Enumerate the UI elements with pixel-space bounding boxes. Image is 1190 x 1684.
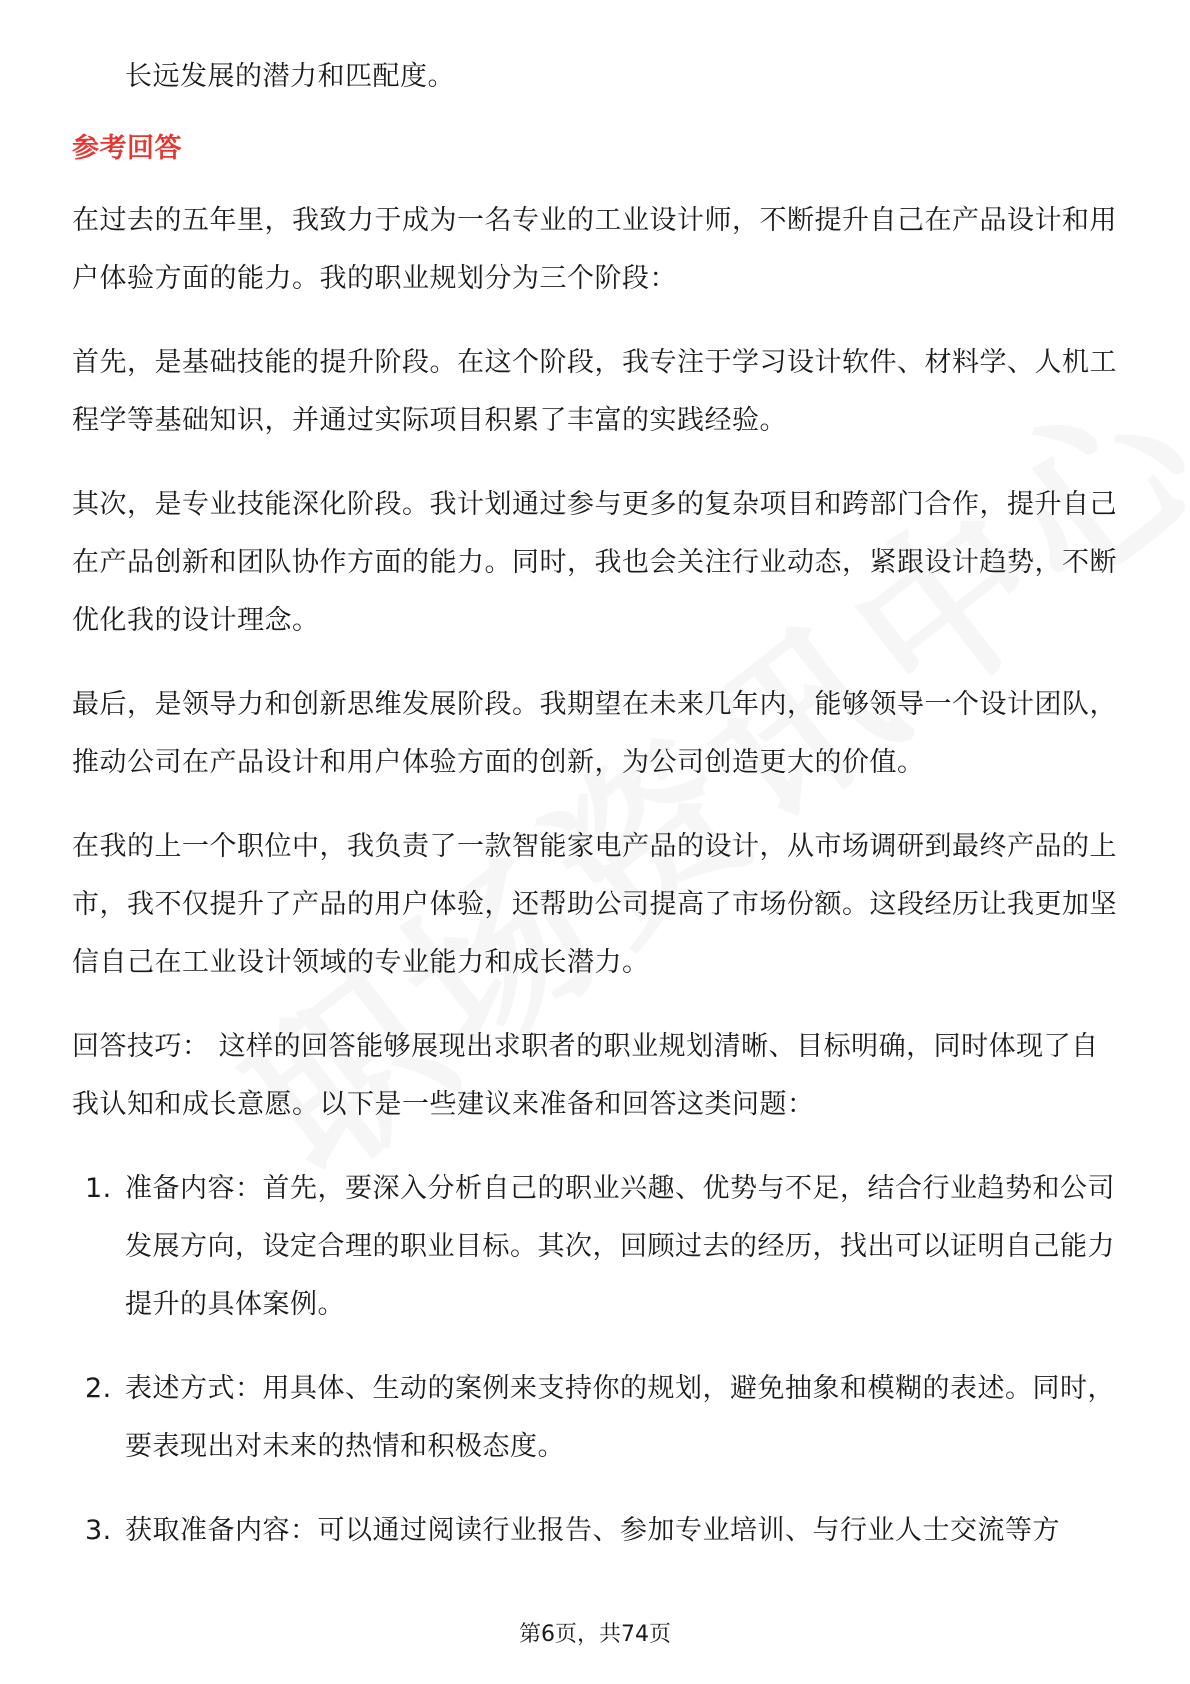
section-heading: 参考回答 <box>72 133 182 164</box>
paragraph: 最后，是领导力和创新思维发展阶段。我期望在未来几年内，能够领导一个设计团队，推动公司在产品设计和用户体验方面的创新，为公司创造更大的价值。 <box>72 689 1117 778</box>
page-footer: 第6页，共74页 <box>519 1622 671 1647</box>
list-item <box>72 1160 1118 1334</box>
paragraph: 首先，是基础技能的提升阶段。在这个阶段，我专注于学习设计软件、材料学、人机工程学等基础知识，并通过实际项目积累了丰富的实践经验。 <box>72 347 1117 436</box>
continuation-line: 长远发展的潜力和匹配度。 <box>125 61 455 92</box>
list-item-text: 表述方式：用具体、生动的案例来支持你的规划，避免抽象和模糊的表述。同时，要表现出对未来的热情和积极态度。 <box>125 1373 1115 1462</box>
list-number: 2. <box>85 1373 112 1404</box>
paragraph: 在过去的五年里，我致力于成为一名专业的工业设计师，不断提升自己在产品设计和用户体验方面的能力。我的职业规划分为三个阶段： <box>72 205 1117 294</box>
list-item <box>72 1360 1118 1476</box>
list-item-text: 准备内容：首先，要深入分析自己的职业兴趣、优势与不足，结合行业趋势和公司发展方向，设定合理的职业目标。其次，回顾过去的经历，找出可以证明自己能力提升的具体案例。 <box>125 1173 1115 1320</box>
document-body <box>72 48 1118 1586</box>
list-number: 3. <box>85 1515 112 1546</box>
tips-list <box>72 1160 1118 1560</box>
tips-paragraph: 回答技巧： 这样的回答能够展现出求职者的职业规划清晰、目标明确，同时体现了自我认知和成长意愿。以下是一些建议来准备和回答这类问题： <box>72 1031 1099 1120</box>
list-item <box>72 1502 1118 1560</box>
paragraph: 在我的上一个职位中，我负责了一款智能家电产品的设计，从市场调研到最终产品的上市，我不仅提升了产品的用户体验，还帮助公司提高了市场份额。这段经历让我更加坚信自己在工业设计领域的专业能力和成长潜力。 <box>72 831 1117 978</box>
paragraph: 其次，是专业技能深化阶段。我计划通过参与更多的复杂项目和跨部门合作，提升自己在产品创新和团队协作方面的能力。同时，我也会关注行业动态，紧跟设计趋势，不断优化我的设计理念。 <box>72 489 1117 636</box>
list-item-text: 获取准备内容：可以通过阅读行业报告、参加专业培训、与行业人士交流等方 <box>125 1515 1060 1546</box>
list-number: 1. <box>85 1173 112 1204</box>
